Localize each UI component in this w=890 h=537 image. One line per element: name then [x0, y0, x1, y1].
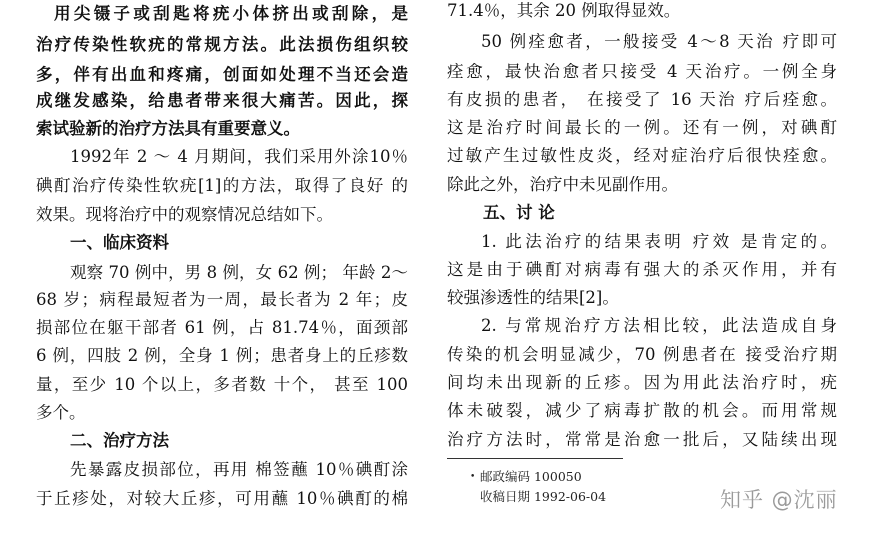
footnote-divider — [447, 458, 623, 459]
watermark: 知乎 @沈丽 — [720, 488, 838, 512]
text-line: 除此之外，治疗中未见副作用。 — [447, 175, 678, 194]
section-heading: 二、治疗方法 — [70, 431, 169, 450]
section-heading: 一、临床资料 — [70, 233, 169, 252]
text-line: 索试验新的治疗方法具有重要意义。 — [36, 119, 300, 138]
text-line: 治疗传染性软疣的常规方法。此法损伤组织较 — [36, 35, 408, 54]
text-line: 痊愈，最快治愈者只接受 4 天治疗。一例全身 — [447, 62, 837, 81]
footnote-bullet: • — [470, 472, 476, 482]
text-line: 传染的机会明显减少，70 例患者在 接受治疗期 — [447, 345, 837, 364]
text-line: 过敏产生过敏性皮炎，经对症治疗后很快痊愈。 — [447, 146, 837, 165]
text-line: 有皮损的患者， 在接受了 16 天治 疗后痊愈。 — [447, 90, 837, 109]
text-line: 1. 此法治疗的结果表明 疗效 是肯定的。 — [481, 232, 837, 251]
text-line: 量，至少 10 个以上，多者数 十个， 甚至 100 — [36, 375, 408, 394]
text-line: 71.4％，其余 20 例取得显效。 — [447, 1, 681, 20]
text-line: 多个。 — [36, 403, 86, 422]
text-line: 于丘疹处，对较大丘疹，可用蘸 10％碘酊的棉 — [36, 489, 408, 508]
footnote-postcode-text: 邮政编码 100050 — [480, 469, 582, 484]
text-line: 1992年 2 ～ 4 月期间，我们采用外涂10％ — [70, 147, 408, 166]
text-line: 损部位在躯干部者 61 例，占 81.74％，面颈部 — [36, 318, 408, 337]
text-line: 体未破裂，减少了病毒扩散的机会。而用常规 — [447, 401, 837, 420]
text-line: 6 例，四肢 2 例，全身 1 例；患者身上的丘疹数 — [36, 346, 408, 365]
text-line: 用尖镊子或刮匙将疣小体挤出或刮除，是 — [54, 4, 408, 23]
text-line: 68 岁；病程最短者为一周，最长者为 2 年；皮 — [36, 290, 408, 309]
text-line: 观察 70 例中，男 8 例，女 62 例； 年龄 2～ — [70, 263, 408, 282]
section-heading: 五、讨 论 — [483, 203, 555, 222]
text-line: 较强渗透性的结果[2]。 — [447, 288, 619, 307]
text-line: 这是治疗时间最长的一例。还有一例，对碘酊 — [447, 118, 837, 137]
text-line: 先暴露皮损部位，再用 棉签蘸 10％碘酊涂 — [70, 460, 408, 479]
text-line: 治疗方法时，常常是治愈一批后，又陆续出现 — [447, 430, 837, 449]
footnote-postcode — [470, 469, 582, 485]
text-line: 多，伴有出血和疼痛，创面如处理不当还会造 — [36, 65, 408, 84]
text-line: 碘酊治疗传染性软疣[1]的方法，取得了良好 的 — [36, 176, 408, 195]
text-line: 2. 与常规治疗方法相比较，此法造成自身 — [481, 316, 837, 335]
footnote-received — [480, 489, 606, 505]
text-line: 间均未出现新的丘疹。因为用此法治疗时，疣 — [447, 373, 837, 392]
footnote-received-text: 收稿日期 1992-06-04 — [480, 489, 607, 504]
text-line: 这是由于碘酊对病毒有强大的杀灭作用，并有 — [447, 260, 837, 279]
text-line: 效果。现将治疗中的观察情况总结如下。 — [36, 205, 333, 224]
text-line: 50 例痊愈者，一般接受 4～8 天治 疗即可 — [481, 32, 837, 51]
text-line: 成继发感染，给患者带来很大痛苦。因此，探 — [36, 91, 408, 110]
